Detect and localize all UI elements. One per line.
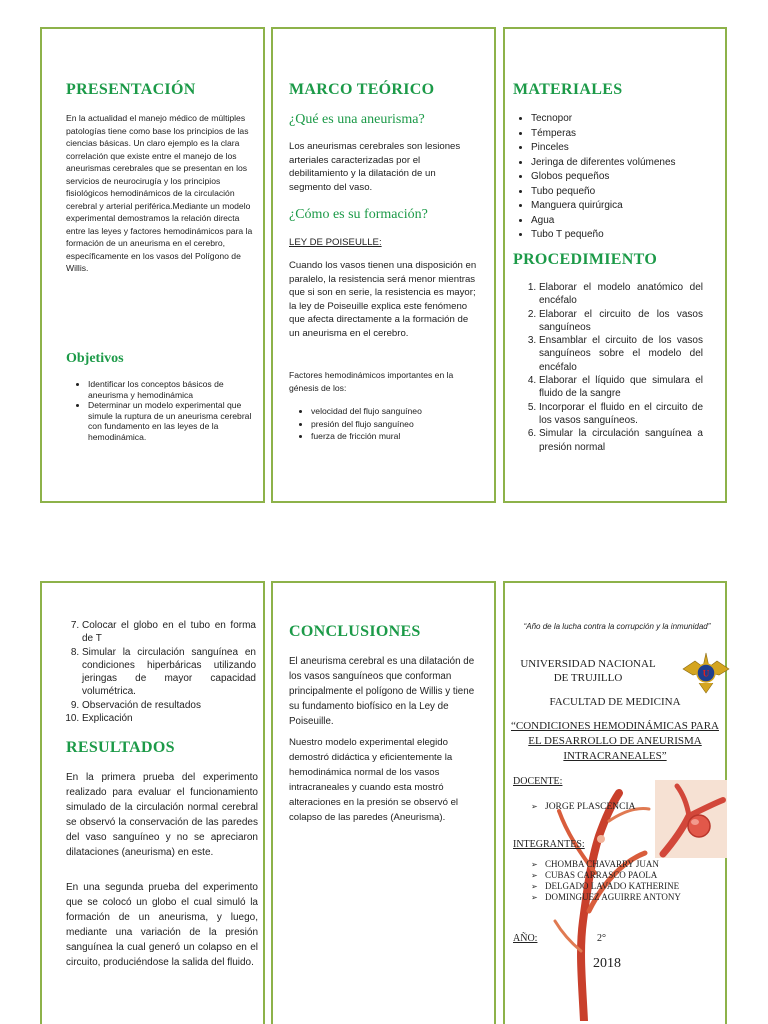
svg-text:U: U (702, 668, 710, 679)
portada-panel (503, 581, 727, 1024)
objetivo-item: • Identificar los conceptos básicos de aneurisma y hemodinámica (88, 379, 264, 400)
marco-question-2: ¿Cómo es su formación? (289, 207, 428, 222)
marco-panel (271, 27, 496, 503)
integrante-name: DOMINGUEZ AGUIRRE ANTONY (545, 892, 681, 902)
material-item: • Tubo pequeño (531, 185, 720, 200)
marco-answer-1: Los aneurismas cerebrales son lesiones arteriales caracterizadas por el debilitamiento y la dilatación de un segmento del vaso. (289, 141, 461, 193)
conclusiones-paragraph-1: El aneurisma cerebral es una dilatación de los vasos sanguíneos que conforman principalmente el polígono de Willis y tiene su fundamento biofísico en la Ley de Poiseuille. (289, 656, 475, 727)
integrante-item (531, 870, 721, 881)
docente-list (531, 801, 691, 813)
anio-value: 2° (597, 933, 606, 944)
university-name: UNIVERSIDAD NACIONAL DE TRUJILLO (520, 658, 656, 684)
objetivo-item: • Determinar un modelo experimental que simule la ruptura de un aneurisma cerebral con fundamento en las leyes de la hemodinámica. (88, 400, 264, 442)
factor-item: • velocidad del flujo sanguíneo (311, 405, 479, 418)
objetivos-list (66, 379, 264, 442)
resultados-paragraph-2: En una segunda prueba del experimento que se colocó un globo el cual simuló la formación de un aneurisma, y luego, mediante una variación de la presión sanguínea la cual generó un colapso en el circuito, produciéndose la salida del fluido. (66, 882, 258, 968)
factor-item: • presión del flujo sanguíneo (311, 418, 479, 431)
step-item: 5. Incorporar el fluido en el circuito de los vasos sanguíneos. (539, 401, 703, 428)
material-item: • Agua (531, 214, 720, 229)
ley-poiseulle-text: Cuando los vasos tienen una disposición en paralelo, la resistencia será menor mientras que si son en serie, la resistencia es mayor; la ley de Poiseuille explica este fenómeno que afecta directamente a la formación de un aneurisma en el cerebro. (289, 260, 477, 339)
integrante-name: CUBAS CARRASCO PAOLA (545, 870, 658, 880)
ley-poiseulle-label: LEY DE POISEULLE: (289, 237, 382, 248)
step-item: 6. Simular la circulación sanguínea a presión normal (539, 427, 703, 454)
arrow-bullet-icon: ➢ (531, 882, 538, 891)
integrante-item (531, 892, 721, 903)
integrantes-label: INTEGRANTES: (513, 839, 585, 850)
integrante-item (531, 881, 721, 892)
step-item: 7. Colocar el globo en el tubo en forma de T (82, 619, 256, 646)
factores-intro: Factores hemodinámicos importantes en la génesis de los: (289, 370, 454, 393)
step-item: 2. Elaborar el circuito de los vasos sanguíneos (539, 308, 703, 335)
presentacion-title: PRESENTACIÓN (66, 81, 196, 98)
aneurysm-illustration-icon (655, 780, 727, 858)
material-item: • Jeringa de diferentes volúmenes (531, 156, 720, 171)
integrante-name: CHOMBA CHAVARRY JUAN (545, 859, 659, 869)
marco-question-1: ¿Qué es una aneurisma? (289, 112, 425, 127)
presentacion-body: En la actualidad el manejo médico de múltiples patologías tiene como base los principios de las ciencias básicas. Un claro ejemplo es la clara correlación que existe entre el manejo de los aneurismas cerebrales que se presentan en los servicios de neurocirugía y los principios fisiológicos hemodinámicos de la circulación cerebral y arterial periférica.Mediante un modelo experimental demostramos la relación directa entre las leyes y factores hemodinámicos para la formación de un aneurisma en el cerebro, específicamente en los vasos del Polígono de Willis. (66, 113, 253, 273)
conclusiones-title: CONCLUSIONES (289, 623, 421, 640)
step-item: 10. Explicación (82, 712, 256, 725)
factor-item: • fuerza de fricción mural (311, 430, 479, 443)
materiales-list (515, 112, 720, 243)
integrantes-list (531, 859, 721, 903)
arrow-bullet-icon: ➢ (531, 802, 538, 811)
conclusiones-paragraph-2: Nuestro modelo experimental elegido demostró didáctica y eficientemente la hemodinámica normal de los vasos intracraneales y cuando esta mostró alteraciones en la presión se observó el colapso de las paredes (Aneurisma). (289, 737, 459, 823)
procedimiento-list (511, 281, 703, 454)
project-title: “CONDICIONES HEMODINÁMICAS PARA EL DESARROLLO DE ANEURISMA INTRACRANEALES” (511, 720, 719, 762)
material-item: • Tecnopor (531, 112, 720, 127)
arrow-bullet-icon: ➢ (531, 871, 538, 880)
materiales-title: MATERIALES (513, 81, 623, 98)
motto: “Año de la lucha contra la corrupción y la inmunidad” (523, 622, 711, 631)
university-crest-icon (681, 647, 731, 697)
step-item: 8. Simular la circulación sanguínea en condiciones hiperbáricas utilizando jeringas de mayor capacidad volumétrica. (82, 646, 256, 699)
anio-label: AÑO: (513, 933, 538, 944)
docente-item (531, 801, 691, 813)
factores-list (289, 405, 479, 443)
docente-label: DOCENTE: (513, 776, 563, 787)
resultados-panel (40, 581, 265, 1024)
arrow-bullet-icon: ➢ (531, 860, 538, 869)
resultados-paragraph-1: En la primera prueba del experimento realizado para evaluar el funcionamiento simulado de la circulación normal cerebral se observó la conservación de las paredes del vaso sanguíneo y no se apreciaron dilataciones (aneurisma) en este. (66, 772, 258, 858)
material-item: • Manguera quirúrgica (531, 199, 720, 214)
step-item: 4. Elaborar el líquido que simulara el fluido de la sangre (539, 374, 703, 401)
integrante-name: DELGADO LAVADO KATHERINE (545, 881, 680, 891)
material-item: • Pinceles (531, 141, 720, 156)
objetivos-title: Objetivos (66, 351, 124, 366)
material-item: • Témperas (531, 127, 720, 142)
arrow-bullet-icon: ➢ (531, 893, 538, 902)
step-item: 3. Ensamblar el circuito de los vasos sanguíneos sobre el modelo del encéfalo (539, 334, 703, 374)
integrante-item (531, 859, 721, 870)
step-item: 9. Observación de resultados (82, 699, 256, 712)
resultados-title: RESULTADOS (66, 739, 175, 756)
conclusiones-panel (271, 581, 496, 1024)
procedimiento-title: PROCEDIMIENTO (513, 251, 658, 268)
material-item: • Globos pequeños (531, 170, 720, 185)
material-item: • Tubo T pequeño (531, 228, 720, 243)
materiales-panel (503, 27, 727, 503)
docente-name: JORGE PLASCENCIA (545, 802, 636, 812)
marco-title: MARCO TEÓRICO (289, 81, 435, 98)
faculty-name: FACULTAD DE MEDICINA (549, 696, 681, 708)
presentacion-panel (40, 27, 265, 503)
procedimiento-list-continued (54, 619, 256, 725)
year: 2018 (593, 956, 621, 971)
step-item: 1. Elaborar el modelo anatómico del encéfalo (539, 281, 703, 308)
